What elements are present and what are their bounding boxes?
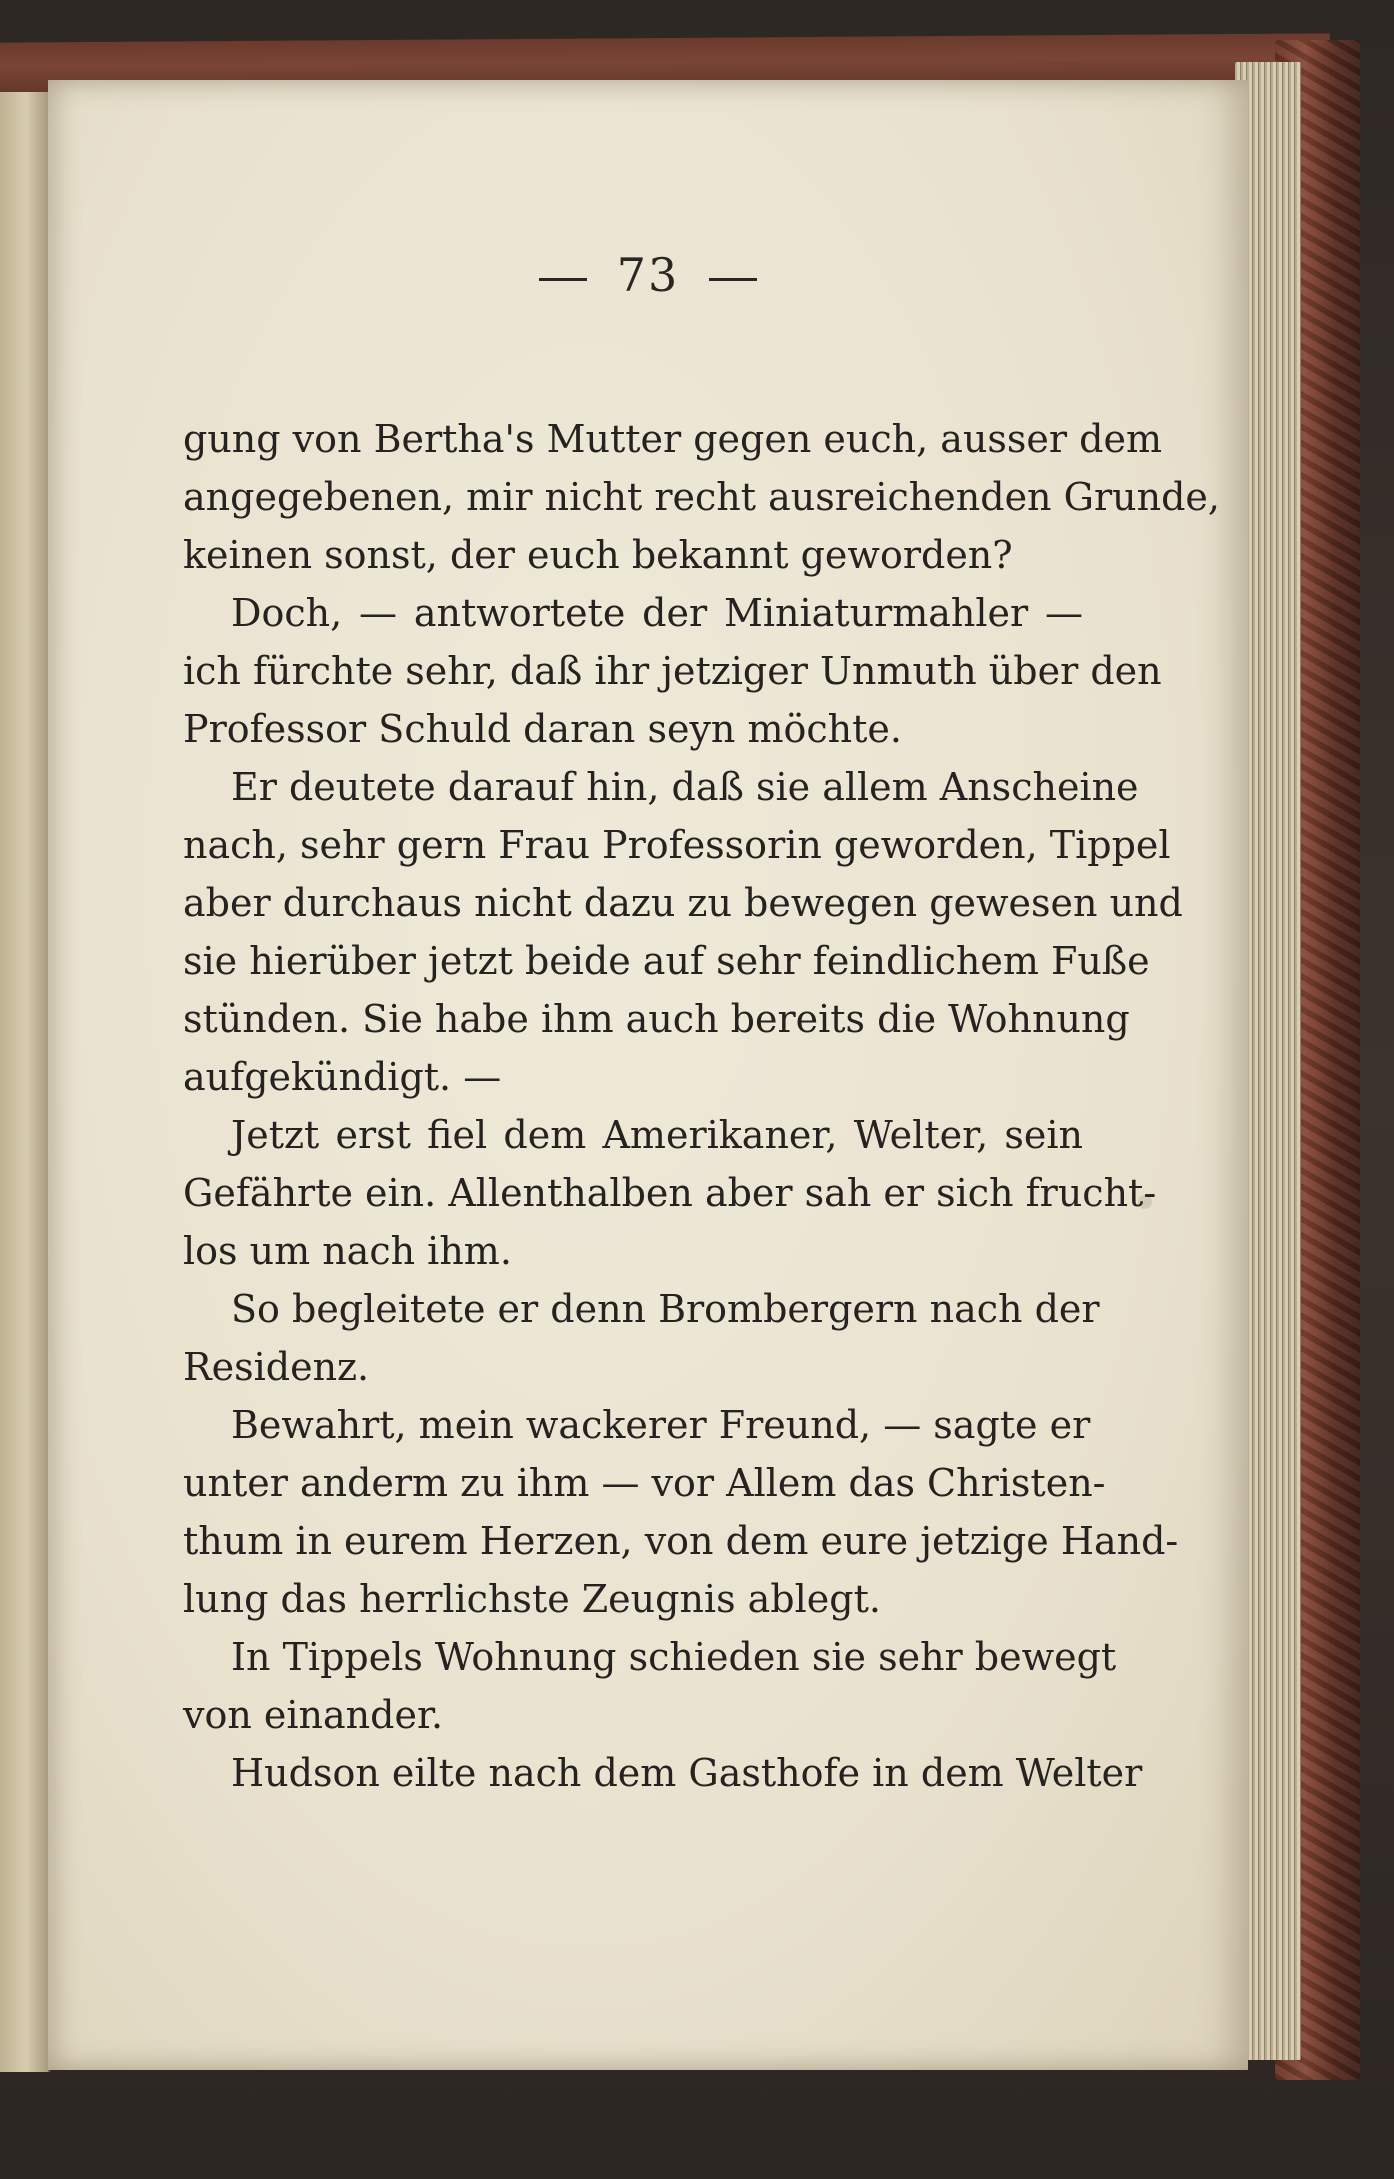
header-dash-right [709, 278, 757, 281]
text-line: los um nach ihm. [183, 1229, 512, 1273]
text-line: lung das herrlichste Zeugnis ablegt. [183, 1577, 881, 1621]
text-line: thum in eurem Herzen, von dem eure jetzige Hand- [183, 1519, 1179, 1563]
body-text [183, 410, 1220, 1802]
facing-page-edge [0, 92, 50, 2072]
text-line: angegebenen, mir nicht recht ausreichenden Grunde, [183, 475, 1220, 519]
page-number: 73 [616, 248, 680, 302]
page-header [48, 248, 1248, 302]
text-line: Jetzt erst fiel dem Amerikaner, Welter, sein [231, 1113, 1083, 1157]
text-line: stünden. Sie habe ihm auch bereits die Wohnung [183, 997, 1130, 1041]
text-line: gung von Bertha's Mutter gegen euch, ausser dem [183, 417, 1163, 461]
text-line: unter anderm zu ihm — vor Allem das Christen- [183, 1461, 1106, 1505]
text-line: ich fürchte sehr, daß ihr jetziger Unmuth über den [183, 649, 1162, 693]
text-line: von einander. [183, 1693, 444, 1737]
text-line: aber durchaus nicht dazu zu bewegen gewesen und [183, 881, 1183, 925]
text-line: Professor Schuld daran seyn möchte. [183, 707, 902, 751]
text-line: Residenz. [183, 1345, 370, 1389]
text-line: So begleitete er denn Brombergern nach der [231, 1287, 1100, 1331]
header-dash-left [539, 278, 587, 281]
text-line: Doch, — antwortete der Miniaturmahler — [231, 591, 1083, 635]
text-line: Gefährte ein. Allenthalben aber sah er sich frucht- [183, 1171, 1157, 1215]
text-line: keinen sonst, der euch bekannt geworden? [183, 533, 1013, 577]
text-line: In Tippels Wohnung schieden sie sehr bewegt [231, 1635, 1117, 1679]
text-line: Bewahrt, mein wackerer Freund, — sagte er [231, 1403, 1091, 1447]
text-line: Hudson eilte nach dem Gasthofe in dem Welter [231, 1751, 1143, 1795]
text-line: aufgekündigt. — [183, 1055, 502, 1099]
paper-spot [1138, 1195, 1152, 1209]
book-page [48, 80, 1248, 2070]
text-line: sie hierüber jetzt beide auf sehr feindlichem Fuße [183, 939, 1150, 983]
text-line: Er deutete darauf hin, daß sie allem Anscheine [231, 765, 1139, 809]
text-line: nach, sehr gern Frau Professorin geworden, Tippel [183, 823, 1171, 867]
